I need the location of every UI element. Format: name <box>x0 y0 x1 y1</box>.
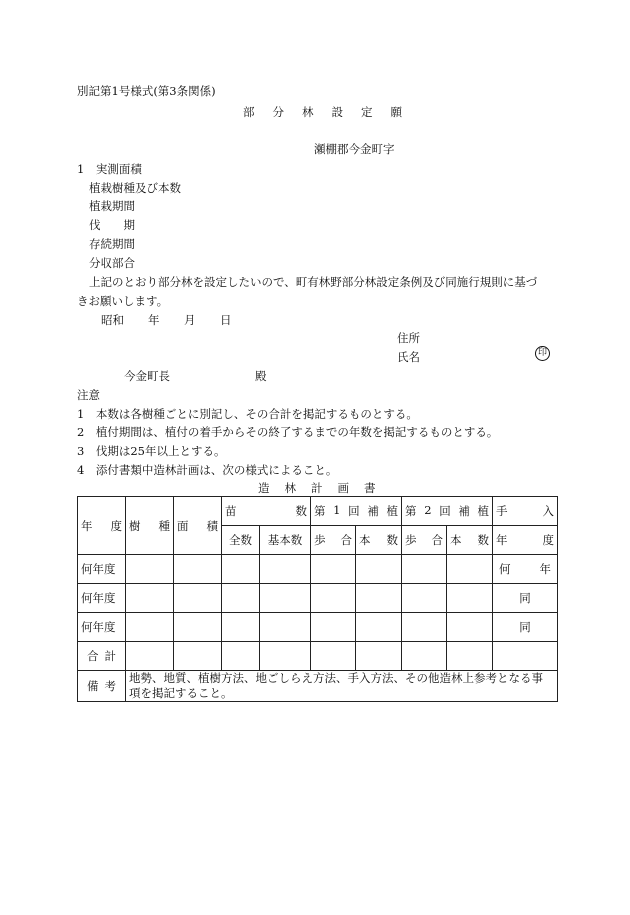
title-char: 分 <box>272 105 284 119</box>
form-reference: 別記第1号様式(第3条関係) <box>77 84 216 98</box>
name-label: 氏名 <box>397 350 420 364</box>
title-char: 書 <box>364 481 376 495</box>
address-line: 瀬棚郡今金町字 <box>314 142 395 156</box>
table-header-row <box>78 497 558 526</box>
subheader-rate: 歩 合 <box>402 526 447 555</box>
subheader-base-count: 基本数 <box>260 526 311 555</box>
item-planting-species: 植栽樹種及び本数 <box>89 181 181 195</box>
table-remarks-row <box>78 671 558 702</box>
note-item: 3 伐期は25年以上とする。 <box>77 444 226 458</box>
item-share-ratio: 分収部合 <box>89 256 135 270</box>
section-measured-area: 1 実測面積 <box>77 162 142 176</box>
remarks-label: 備 考 <box>78 671 126 702</box>
row-year: 何年度 <box>78 555 126 584</box>
date-day: 日 <box>220 313 232 327</box>
request-text-line1: 上記のとおり部分林を設定したいので、町有林野部分林設定条例及び同施行規則に基づ <box>89 275 538 289</box>
document-title <box>243 105 402 119</box>
note-item: 1 本数は各樹種ごとに別記し、その合計を掲記するものとする。 <box>77 407 418 421</box>
date-month: 月 <box>184 313 196 327</box>
title-char: 林 <box>302 105 314 119</box>
request-text-line2: きお願いします。 <box>77 294 169 308</box>
header-seedlings: 苗 数 <box>222 497 311 526</box>
note-item: 4 添付書類中造林計画は、次の様式によること。 <box>77 463 338 477</box>
title-char: 定 <box>361 105 373 119</box>
notes-heading: 注意 <box>77 388 100 402</box>
header-species: 樹 種 <box>126 497 174 555</box>
header-replant-1: 第 1 回 補 植 <box>311 497 402 526</box>
row-care: 何 年 <box>493 555 558 584</box>
title-char: 林 <box>284 481 296 495</box>
note-item: 2 植付期間は、植付の着手からその終了するまでの年数を掲記するものとする。 <box>77 425 499 439</box>
table-total-row <box>78 642 558 671</box>
row-care: 同 <box>493 613 558 642</box>
title-char: 設 <box>331 105 343 119</box>
item-cutting-period: 伐 期 <box>89 218 135 232</box>
date-year: 年 <box>148 313 160 327</box>
header-care: 手 入 <box>493 497 558 526</box>
title-char: 計 <box>311 481 323 495</box>
item-planting-period: 植栽期間 <box>89 199 135 213</box>
table-row <box>78 555 558 584</box>
addressee-honorific: 殿 <box>255 369 267 383</box>
table-row <box>78 613 558 642</box>
remarks-text: 地勢、地質、植樹方法、地ごしらえ方法、手入方法、その他造林上参考となる事項を掲記すること。 <box>126 671 558 702</box>
title-char: 部 <box>243 105 255 119</box>
table-row <box>78 584 558 613</box>
subheader-rate: 歩 合 <box>311 526 356 555</box>
planting-plan-table <box>77 496 558 702</box>
title-char: 造 <box>258 481 270 495</box>
row-year: 何年度 <box>78 584 126 613</box>
addressee: 今金町長 <box>124 369 170 383</box>
title-char: 画 <box>337 481 349 495</box>
header-year: 年 度 <box>78 497 126 555</box>
plan-table-title <box>258 481 376 495</box>
address-label: 住所 <box>397 331 420 345</box>
header-area: 面 積 <box>174 497 222 555</box>
row-year: 何年度 <box>78 613 126 642</box>
date-era: 昭和 <box>101 313 124 327</box>
row-care: 同 <box>493 584 558 613</box>
subheader-count: 本 数 <box>356 526 402 555</box>
header-replant-2: 第 2 回 補 植 <box>402 497 493 526</box>
subheader-care-year: 年 度 <box>493 526 558 555</box>
subheader-total-count: 全数 <box>222 526 260 555</box>
seal-mark: 印 <box>535 346 550 361</box>
item-duration: 存続期間 <box>89 237 135 251</box>
subheader-count: 本 数 <box>447 526 493 555</box>
title-char: 願 <box>390 105 402 119</box>
total-label: 合 計 <box>78 642 126 671</box>
